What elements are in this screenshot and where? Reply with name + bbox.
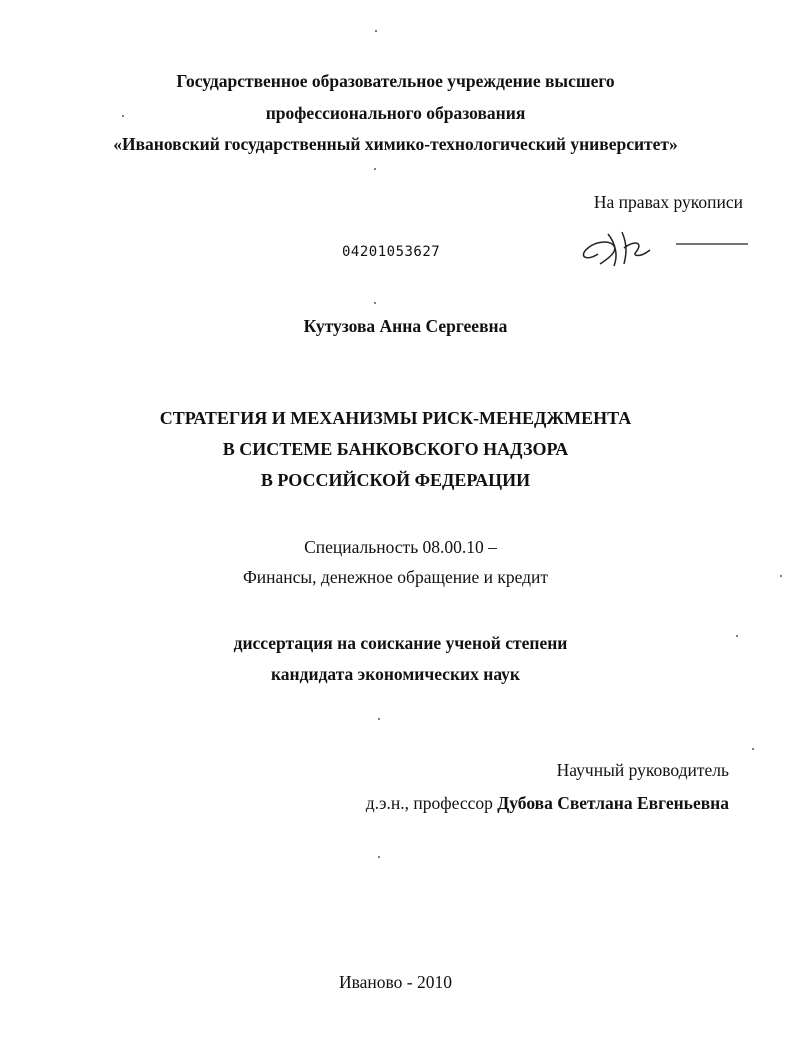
supervisor-name: Дубова Светлана Евгеньевна xyxy=(497,793,729,813)
scan-speck xyxy=(780,575,782,577)
signature xyxy=(578,226,753,271)
city-year: Иваново - 2010 xyxy=(338,972,453,992)
scan-speck xyxy=(122,115,124,117)
scan-speck xyxy=(375,30,377,32)
supervisor-degree: д.э.н., профессор xyxy=(365,793,493,813)
author-name: Кутузова Анна Сергеевна xyxy=(303,316,508,336)
title-line-3: В РОССИЙСКОЙ ФЕДЕРАЦИИ xyxy=(260,470,531,490)
specialty-line-1: Специальность 08.00.10 – xyxy=(304,537,497,557)
title-line-2: В СИСТЕМЕ БАНКОВСКОГО НАДЗОРА xyxy=(222,439,569,459)
dissertation-line-2: кандидата экономических наук xyxy=(270,664,521,684)
scan-speck xyxy=(374,168,376,170)
scan-speck xyxy=(378,856,380,858)
manuscript-rights: На правах рукописи xyxy=(593,192,743,212)
scan-speck xyxy=(378,718,380,720)
dissertation-line-1: диссертация на соискание ученой степени xyxy=(233,633,568,653)
scan-speck xyxy=(736,635,738,637)
scan-speck xyxy=(752,748,754,750)
supervisor-label: Научный руководитель xyxy=(556,760,729,780)
institution-line-3: «Ивановский государственный химико-технологический университет» xyxy=(113,134,678,154)
document-code: 04201053627 xyxy=(342,244,441,260)
institution-line-2: профессионального образования xyxy=(265,103,526,123)
title-line-1: СТРАТЕГИЯ И МЕХАНИЗМЫ РИСК-МЕНЕДЖМЕНТА xyxy=(159,408,632,428)
supervisor-details xyxy=(366,793,729,814)
institution-line-1: Государственное образовательное учреждение высшего xyxy=(176,71,615,91)
specialty-line-2: Финансы, денежное обращение и кредит xyxy=(242,567,549,587)
scan-speck xyxy=(374,302,376,304)
